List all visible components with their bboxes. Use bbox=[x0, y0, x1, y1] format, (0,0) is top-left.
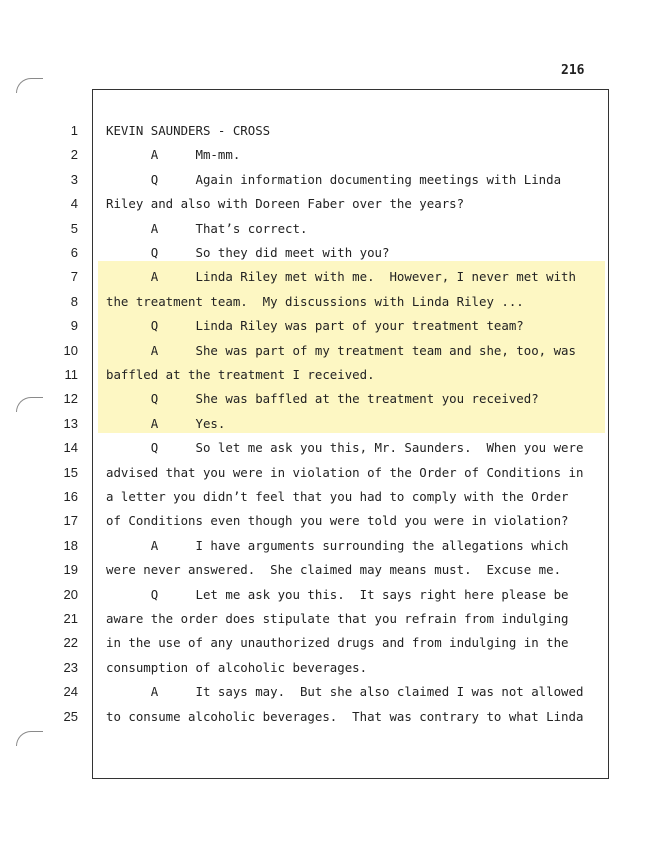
transcript-line: Q So they did meet with you? bbox=[106, 245, 390, 260]
transcript-line: Q So let me ask you this, Mr. Saunders. When you were bbox=[106, 440, 584, 456]
line-number: 25 bbox=[63, 708, 78, 724]
line-number: 9 bbox=[70, 318, 78, 334]
line-number: 8 bbox=[70, 293, 78, 309]
line-number: 20 bbox=[63, 586, 78, 602]
line-number: 17 bbox=[63, 513, 78, 529]
line-number: 23 bbox=[63, 659, 78, 675]
line-number: 16 bbox=[63, 489, 78, 504]
line-number: 18 bbox=[63, 537, 78, 553]
line-number: 22 bbox=[63, 635, 78, 651]
line-number: 6 bbox=[70, 245, 78, 260]
transcript-line: A I have arguments surrounding the allegations which bbox=[106, 537, 569, 553]
punch-hole-mark-middle bbox=[16, 397, 43, 412]
line-number: 12 bbox=[63, 391, 78, 407]
transcript-line: A Linda Riley met with me. However, I never met with bbox=[106, 269, 576, 285]
line-number: 10 bbox=[63, 342, 78, 358]
transcript-line: were never answered. She claimed may means must. Excuse me. bbox=[106, 562, 562, 578]
line-number: 3 bbox=[70, 171, 78, 187]
line-number: 11 bbox=[64, 367, 78, 382]
transcript-line: the treatment team. My discussions with Linda Riley ... bbox=[106, 293, 524, 309]
transcript-line: a letter you didn’t feel that you had to comply with the Order bbox=[106, 489, 569, 504]
line-number: 24 bbox=[63, 684, 78, 700]
transcript-line: in the use of any unauthorized drugs and from indulging in the bbox=[106, 635, 569, 651]
transcript-line: KEVIN SAUNDERS - CROSS bbox=[106, 123, 271, 138]
transcript-line: A Mm-mm. bbox=[106, 147, 241, 163]
page-number: 216 bbox=[561, 63, 585, 78]
transcript-line: advised that you were in violation of the Order of Conditions in bbox=[106, 464, 584, 480]
transcript-line: to consume alcoholic beverages. That was contrary to what Linda bbox=[106, 708, 584, 724]
line-number: 15 bbox=[63, 464, 78, 480]
transcript-line: Q Again information documenting meetings with Linda bbox=[106, 171, 562, 187]
transcript-line: consumption of alcoholic beverages. bbox=[106, 659, 368, 675]
transcript-line: A She was part of my treatment team and she, too, was bbox=[106, 342, 576, 358]
transcript-line: Q Let me ask you this. It says right here please be bbox=[106, 586, 569, 602]
line-number: 2 bbox=[70, 147, 78, 163]
line-number: 7 bbox=[70, 269, 78, 285]
punch-hole-mark-bottom bbox=[16, 731, 43, 746]
line-number: 21 bbox=[63, 611, 78, 626]
transcript-line: A That’s correct. bbox=[106, 220, 308, 236]
line-number: 19 bbox=[63, 562, 78, 578]
transcript-line: A It says may. But she also claimed I was not allowed bbox=[106, 684, 584, 700]
line-number: 13 bbox=[63, 415, 78, 431]
transcript-line: baffled at the treatment I received. bbox=[106, 367, 375, 382]
punch-hole-mark-top bbox=[16, 78, 43, 93]
line-number: 5 bbox=[70, 220, 78, 236]
line-number: 4 bbox=[70, 196, 78, 212]
transcript-line: of Conditions even though you were told you were in violation? bbox=[106, 513, 569, 529]
transcript-line: Q Linda Riley was part of your treatment team? bbox=[106, 318, 524, 334]
transcript-line: Riley and also with Doreen Faber over the years? bbox=[106, 196, 465, 212]
line-number: 1 bbox=[70, 123, 78, 138]
transcript-line: A Yes. bbox=[106, 415, 226, 431]
line-number: 14 bbox=[63, 440, 78, 456]
transcript-line: Q She was baffled at the treatment you received? bbox=[106, 391, 539, 407]
transcript-line: aware the order does stipulate that you refrain from indulging bbox=[106, 611, 569, 626]
transcript-frame bbox=[92, 89, 609, 779]
